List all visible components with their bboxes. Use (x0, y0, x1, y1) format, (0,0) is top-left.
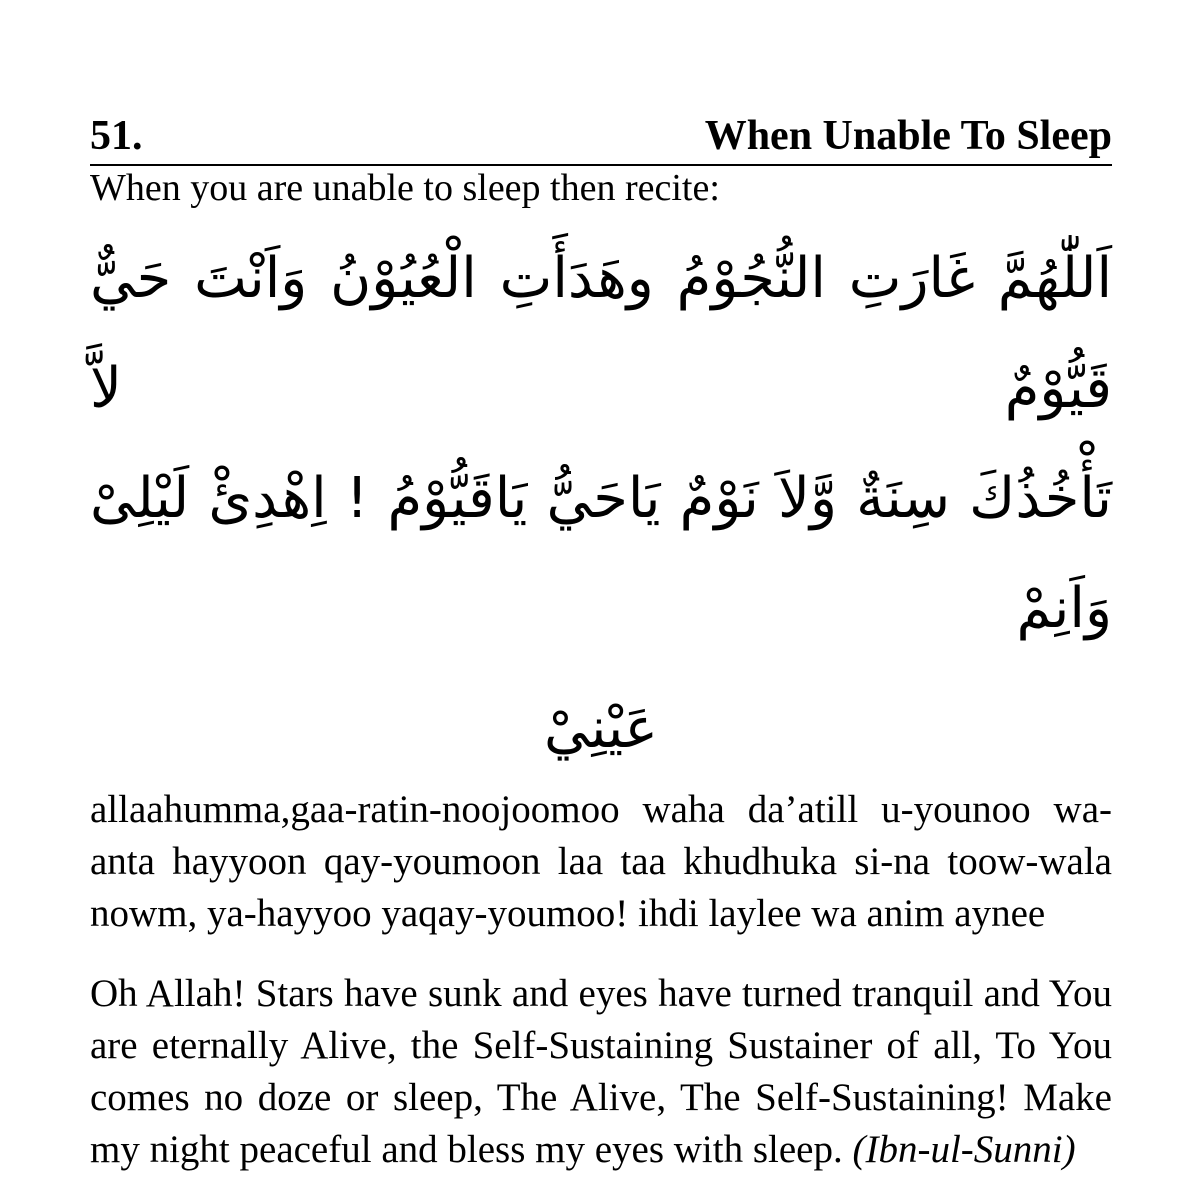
section-header (90, 112, 1112, 166)
arabic-line-3: عَيْنِيْ (544, 696, 658, 761)
translation-text: Oh Allah! Stars have sunk and eyes have turned tranquil and You are eternally Alive, the Self-Sustaining Sustainer of all, To You comes no doze or sleep, The Alive, The Self-Sustaining! Make my night peaceful and bless my eyes with sleep. (90, 972, 1112, 1171)
source-citation: (Ibn-ul-Sunni) (852, 1128, 1076, 1171)
translation (90, 968, 1112, 1176)
intro-text: When you are unable to sleep then recite: (90, 167, 720, 209)
arabic-line-1: اَللّٰهُمَّ غَارَتِ النُّجُوْمُ وهَدَأَتِ الْعُيُوْنُ وَاَنْتَ حَيٌّ قَيُّوْمٌ لاَّ (90, 246, 1112, 421)
arabic-line-2: تَأْخُذُكَ سِنَةٌ وَّلاَ نَوْمٌ يَاحَيُّ يَاقَيُّوْمُ ! اِهْدِئْ لَيْلِىْ وَاَنِمْ (90, 466, 1112, 641)
transliteration: allaahumma,gaa-ratin-noojoomoo waha da’atill u-younoo wa-anta hayyoon qay-youmoon laa taa khudhuka si-na toow-wala nowm, ya-hayyoo yaqay-youmoo! ihdi laylee wa anim aynee (90, 788, 1112, 935)
section-number: 51. (90, 113, 143, 159)
arabic-dua (90, 224, 1112, 784)
section-title: When Unable To Sleep (704, 113, 1112, 159)
document-page (90, 112, 1112, 1176)
